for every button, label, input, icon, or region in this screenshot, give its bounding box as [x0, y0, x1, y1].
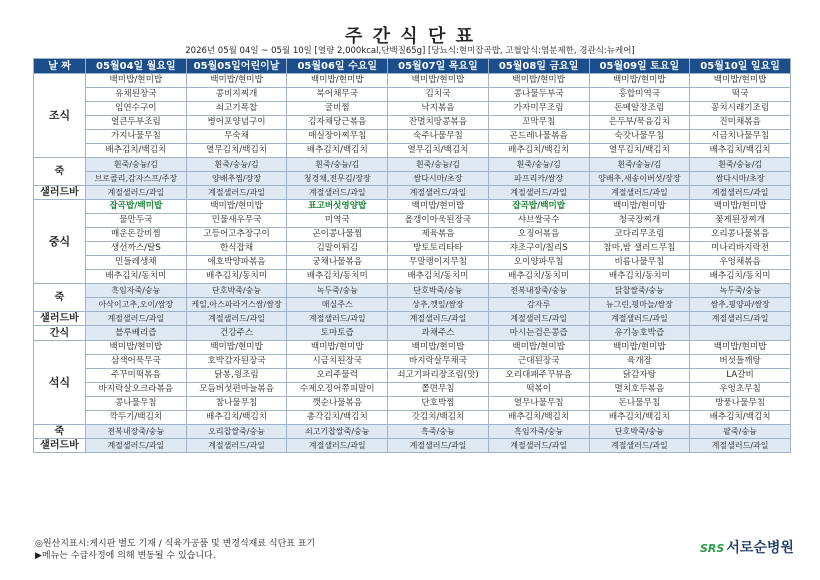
menu-cell: 배추김치/백김치 — [488, 144, 589, 158]
menu-cell: 곤이콩나물찜 — [287, 228, 388, 242]
menu-cell: 호박감자된장국 — [186, 355, 287, 369]
menu-cell: 수제오징어쮸피말이 — [287, 383, 388, 397]
menu-cell: 뉴그린,핑마늘/쌈장 — [589, 298, 690, 312]
menu-cell: 계절샐러드/과일 — [690, 186, 791, 200]
menu-cell: 떡볶이 — [488, 383, 589, 397]
menu-cell: 오리대패주꾸뷰음 — [488, 369, 589, 383]
menu-cell: 브로콜리,감자스프/주장 — [86, 172, 187, 186]
porridge-label: 죽 — [34, 284, 86, 312]
menu-cell: 매실장아찌무침 — [287, 130, 388, 144]
menu-table — [33, 58, 791, 453]
menu-cell: 배추김치/동치미 — [589, 270, 690, 284]
menu-cell: 갓김치/백김치 — [388, 411, 489, 425]
menu-cell: 잔멸치땅콩볶음 — [388, 116, 489, 130]
menu-cell: 쇠고기폭찹 — [186, 102, 287, 116]
menu-row — [34, 411, 791, 425]
menu-cell: 참나물무침 — [186, 397, 287, 411]
menu-cell: 백미밥/현미밥 — [589, 200, 690, 214]
menu-row — [34, 397, 791, 411]
menu-cell: 과채주스 — [388, 326, 489, 341]
menu-cell: 돈메알장조림 — [589, 102, 690, 116]
menu-cell: 마시는검은콩즙 — [488, 326, 589, 341]
menu-cell: 계절샐러드/과일 — [589, 439, 690, 453]
menu-cell: 흰죽/숭늉/김 — [488, 158, 589, 172]
menu-cell: 배추김치/백김치 — [690, 411, 791, 425]
logo-text: 서로순병원 — [726, 540, 794, 556]
menu-cell: 계절샐러드/과일 — [488, 186, 589, 200]
menu-cell: 제육볶음 — [388, 228, 489, 242]
menu-cell: 민물새우무국 — [186, 214, 287, 228]
menu-cell: 팥죽/숭늉 — [690, 425, 791, 439]
menu-cell: 계절샐러드/과일 — [287, 312, 388, 326]
menu-cell: 백미밥/현미밥 — [690, 341, 791, 355]
menu-cell: 녹두죽/숭늉 — [287, 284, 388, 298]
menu-cell: 쌈추,핑양파/쌈장 — [690, 298, 791, 312]
menu-cell: 오징어볶음 — [488, 228, 589, 242]
porridge-row — [34, 284, 791, 298]
menu-cell: 유채된장국 — [86, 88, 187, 102]
meal-label-dinner: 석식 — [34, 341, 86, 425]
menu-cell: 얼큰두부조림 — [86, 116, 187, 130]
menu-cell: 계절샐러드/과일 — [287, 186, 388, 200]
menu-cell: 백미밥/현미밥 — [86, 74, 187, 88]
menu-cell: 진미채볶음 — [690, 116, 791, 130]
menu-row — [34, 369, 791, 383]
porridge-row — [34, 172, 791, 186]
menu-cell: 낙지볶음 — [388, 102, 489, 116]
hospital-logo — [700, 537, 794, 557]
menu-cell: 샤브쌀국수 — [488, 214, 589, 228]
menu-cell: 전복내장죽/숭늉 — [488, 284, 589, 298]
menu-cell: 오리주물럭 — [287, 369, 388, 383]
menu-cell: 백미밥/현미밥 — [488, 341, 589, 355]
menu-cell: 배추김치/백김치 — [690, 144, 791, 158]
day-header: 05월05일어린이날 — [186, 59, 287, 74]
menu-cell: 흰죽/숭늉/김 — [589, 158, 690, 172]
menu-cell: 고등어고추장구이 — [186, 228, 287, 242]
menu-cell: 총각김치/백김치 — [287, 411, 388, 425]
menu-cell: 배추김치/백김치 — [287, 144, 388, 158]
menu-cell: 백미밥/현미밥 — [690, 200, 791, 214]
menu-cell: 백미밥/현미밥 — [287, 74, 388, 88]
menu-cell: 열무김치/백김치 — [589, 144, 690, 158]
menu-cell: 쫄면무침 — [388, 383, 489, 397]
menu-cell: 청경채,전무김/장장 — [287, 172, 388, 186]
menu-cell: 백미밥/현미밥 — [690, 74, 791, 88]
menu-cell: 깻순나물볶음 — [287, 397, 388, 411]
menu-cell: 계절샐러드/과일 — [186, 439, 287, 453]
salad-row — [34, 186, 791, 200]
menu-cell: 비름나물무침 — [589, 256, 690, 270]
origin-note: ◎원산지표시:게시판 별도 기재 / 식육가공품 및 변경식재료 식단표 표기 — [35, 539, 316, 549]
menu-cell: 돈나물무침 — [589, 397, 690, 411]
porridge-row — [34, 158, 791, 172]
menu-row — [34, 130, 791, 144]
menu-cell: 한식잡채 — [186, 242, 287, 256]
menu-cell: 깍두기/백김치 — [86, 411, 187, 425]
menu-cell: 계절샐러드/과일 — [589, 186, 690, 200]
menu-cell: 배추김치/동치미 — [287, 270, 388, 284]
day-header: 05월08일 금요일 — [488, 59, 589, 74]
menu-cell: 코다리무조림 — [589, 228, 690, 242]
menu-cell: 백미밥/현미밥 — [388, 200, 489, 214]
menu-cell: 병어포양념구이 — [186, 116, 287, 130]
meal-label-lunch: 중식 — [34, 200, 86, 284]
menu-cell: 콩나물두부국 — [488, 88, 589, 102]
menu-cell: 계절샐러드/과일 — [690, 312, 791, 326]
menu-cell: 오이양파무침 — [488, 256, 589, 270]
menu-row — [34, 74, 791, 88]
menu-row — [34, 200, 791, 214]
menu-cell: 배추김치/백김치 — [488, 411, 589, 425]
menu-cell: 콩나물무침 — [86, 397, 187, 411]
menu-row — [34, 256, 791, 270]
date-label: 날 짜 — [34, 59, 86, 74]
menu-cell: 콩비지찌개 — [186, 88, 287, 102]
menu-cell: 무숙채 — [186, 130, 287, 144]
menu-row — [34, 102, 791, 116]
menu-cell: 김자채당근볶음 — [287, 116, 388, 130]
menu-cell: 배추김치/동치미 — [388, 270, 489, 284]
menu-cell: 잡곡밥/백미밥 — [86, 200, 187, 214]
porridge-row — [34, 425, 791, 439]
menu-cell: 흰죽/숭늉/김 — [186, 158, 287, 172]
menu-cell: 상추,깻잎/쌈장 — [388, 298, 489, 312]
menu-cell: 올갱이아욱된장국 — [388, 214, 489, 228]
menu-cell: 계절샐러드/과일 — [186, 186, 287, 200]
menu-cell: 아삭이고추,오이/쌈장 — [86, 298, 187, 312]
salad-label: 샐러드바 — [34, 312, 86, 326]
menu-cell: 시금치나물무침 — [690, 130, 791, 144]
menu-row — [34, 270, 791, 284]
menu-cell: 매운돈갈비찜 — [86, 228, 187, 242]
menu-cell: 단호박죽/숭늉 — [186, 284, 287, 298]
menu-cell: 계절샐러드/과일 — [86, 312, 187, 326]
page-title: 주 간 식 단 표 — [344, 26, 475, 47]
menu-cell: 열무김치/백김치 — [186, 144, 287, 158]
menu-cell: 곤드레나물볶음 — [488, 130, 589, 144]
menu-cell — [690, 326, 791, 341]
menu-cell: 닭찹쌀죽/숭늉 — [589, 284, 690, 298]
menu-cell: 꽃게된장찌개 — [690, 214, 791, 228]
menu-cell: 계절샐러드/과일 — [388, 186, 489, 200]
menu-cell: 민들레생채 — [86, 256, 187, 270]
menu-cell: 계절샐러드/과일 — [488, 439, 589, 453]
menu-cell: 꼬막무침 — [488, 116, 589, 130]
menu-cell: 백미밥/현미밥 — [186, 74, 287, 88]
menu-cell: 임연수구이 — [86, 102, 187, 116]
menu-row — [34, 341, 791, 355]
menu-cell: 계절샐러드/과일 — [388, 439, 489, 453]
menu-cell: 쌈다시마/초장 — [388, 172, 489, 186]
menu-cell: 흰죽/숭늉/김 — [86, 158, 187, 172]
menu-cell: 청국장찌개 — [589, 214, 690, 228]
menu-cell: 오리콩나물볶음 — [690, 228, 791, 242]
menu-cell: 양배추,새송이버섯/장장 — [589, 172, 690, 186]
day-header: 05월07일 목요일 — [388, 59, 489, 74]
menu-cell: 떡국 — [690, 88, 791, 102]
menu-cell: 백미밥/현미밥 — [86, 341, 187, 355]
day-header: 05월09일 토요일 — [589, 59, 690, 74]
snack-label: 간식 — [34, 326, 86, 341]
menu-cell: 삼색어묵무국 — [86, 355, 187, 369]
menu-cell: 계절샐러드/과일 — [388, 312, 489, 326]
menu-cell: 가자미무조림 — [488, 102, 589, 116]
menu-cell: 열무나물무침 — [488, 397, 589, 411]
menu-cell: 양배추찜/장장 — [186, 172, 287, 186]
snack-row — [34, 326, 791, 341]
menu-row — [34, 242, 791, 256]
menu-cell: 단호박죽/숭늉 — [589, 425, 690, 439]
menu-cell: 방풍나물무침 — [690, 397, 791, 411]
menu-cell: 애호박양파볶음 — [186, 256, 287, 270]
salad-label: 샐러드바 — [34, 186, 86, 200]
menu-cell: 물만두국 — [86, 214, 187, 228]
menu-cell: 배추김치/동치미 — [186, 270, 287, 284]
menu-cell: 참마,밤 샐러드무침 — [589, 242, 690, 256]
menu-cell: 백미밥/현미밥 — [186, 341, 287, 355]
menu-cell: 계절샐러드/과일 — [287, 439, 388, 453]
menu-cell: 은두부/묵음김치 — [589, 116, 690, 130]
menu-cell: 감자루 — [488, 298, 589, 312]
menu-cell: 흰죽/숭늉/김 — [388, 158, 489, 172]
menu-cell: 방토토리타타 — [388, 242, 489, 256]
menu-cell: 쟈조구이/칠리S — [488, 242, 589, 256]
menu-cell: 바지락살오크라볶음 — [86, 383, 187, 397]
menu-cell: 생선까스/탈S — [86, 242, 187, 256]
menu-cell: 쌈다시마/초장 — [690, 172, 791, 186]
menu-cell: 오리찹쌀죽/숭늉 — [186, 425, 287, 439]
menu-cell: 배추김치/동치미 — [488, 270, 589, 284]
menu-body — [34, 74, 791, 453]
menu-cell: 백미밥/현미밥 — [589, 74, 690, 88]
menu-row — [34, 355, 791, 369]
menu-cell: 케일,아스파라거스쌈/쌈장 — [186, 298, 287, 312]
menu-cell: 흰죽/숭늉/김 — [690, 158, 791, 172]
menu-cell: 계절샐러드/과일 — [86, 439, 187, 453]
menu-cell: 굴비찜 — [287, 102, 388, 116]
date-header-row — [34, 59, 791, 74]
menu-cell: 토마토즙 — [287, 326, 388, 341]
menu-cell: 흰죽/숭늉/김 — [287, 158, 388, 172]
menu-cell: 흑임자죽/숭늉 — [86, 284, 187, 298]
menu-cell: 배추김치/백김치 — [86, 144, 187, 158]
menu-cell: 단호박찜 — [388, 397, 489, 411]
day-header: 05월04일 월요일 — [86, 59, 187, 74]
menu-cell: 계절샐러드/과일 — [589, 312, 690, 326]
menu-cell: 닭감자탕 — [589, 369, 690, 383]
porridge-row — [34, 298, 791, 312]
menu-cell: 흑임자죽/숭늉 — [488, 425, 589, 439]
menu-row — [34, 383, 791, 397]
menu-cell: 표고버섯영양밥 — [287, 200, 388, 214]
day-header: 05월10일 일요일 — [690, 59, 791, 74]
menu-cell: 쇠고기찹쌀죽/숭늉 — [287, 425, 388, 439]
menu-cell: 모듬버섯편마늘볶음 — [186, 383, 287, 397]
menu-cell: 백미밥/현미밥 — [186, 200, 287, 214]
menu-cell: 파프리카/쌈장 — [488, 172, 589, 186]
page-subtitle: 2026년 05월 04일 ~ 05월 10일 [열량 2,000kcal,단백질65g] [당뇨식:현미잡곡밥, 고혈압식:염분제한, 경관식:뉴케어] — [185, 46, 635, 56]
menu-cell: 배추김치/백김치 — [589, 411, 690, 425]
menu-row — [34, 228, 791, 242]
menu-cell: 배추김치/동치미 — [86, 270, 187, 284]
menu-cell: 열무김치/백김치 — [388, 144, 489, 158]
menu-cell: 백미밥/현미밥 — [589, 341, 690, 355]
menu-cell: 백미밥/현미밥 — [388, 341, 489, 355]
menu-cell: 주꾸미떡볶음 — [86, 369, 187, 383]
menu-cell: 닭봉,윙조림 — [186, 369, 287, 383]
menu-cell: 백미밥/현미밥 — [287, 341, 388, 355]
menu-cell: 바지락살무채국 — [388, 355, 489, 369]
menu-row — [34, 116, 791, 130]
menu-cell: 미나리바지락전 — [690, 242, 791, 256]
menu-cell: 김치국 — [388, 88, 489, 102]
porridge-label: 죽 — [34, 425, 86, 439]
menu-cell: 가지나물무침 — [86, 130, 187, 144]
menu-cell: 무말랭이지무침 — [388, 256, 489, 270]
menu-cell: 숙주나물무침 — [388, 130, 489, 144]
logo-mark: SRS — [700, 542, 725, 555]
meal-label-breakfast: 조식 — [34, 74, 86, 158]
menu-cell: 시금치된장국 — [287, 355, 388, 369]
menu-cell: 블루베리즙 — [86, 326, 187, 341]
menu-cell: 버섯들깨탕 — [690, 355, 791, 369]
menu-cell: 전복내장죽/숭늉 — [86, 425, 187, 439]
change-note: ▶메뉴는 수급사정에 의해 변동될 수 있습니다. — [35, 551, 216, 561]
menu-cell: 백미밥/현미밥 — [488, 74, 589, 88]
menu-cell: 녹두죽/숭늉 — [690, 284, 791, 298]
menu-row — [34, 144, 791, 158]
menu-cell: 근대된장국 — [488, 355, 589, 369]
menu-cell: 계절샐러드/과일 — [86, 186, 187, 200]
menu-cell: 쇠고기파리장조림(맛) — [388, 369, 489, 383]
salad-row — [34, 439, 791, 453]
day-header: 05월06일 수요일 — [287, 59, 388, 74]
salad-label: 샐러드바 — [34, 439, 86, 453]
menu-cell: 계절샐러드/과일 — [690, 439, 791, 453]
menu-cell: 숙갓나물무침 — [589, 130, 690, 144]
menu-cell: 배추김치/동치미 — [690, 270, 791, 284]
menu-cell: 김말이튀김 — [287, 242, 388, 256]
menu-cell: 잡곡밥/백미밥 — [488, 200, 589, 214]
menu-cell: LA갈비 — [690, 369, 791, 383]
salad-row — [34, 312, 791, 326]
menu-cell: 유기농호박즙 — [589, 326, 690, 341]
menu-cell: 궁채나물볶음 — [287, 256, 388, 270]
menu-cell: 계절샐러드/과일 — [186, 312, 287, 326]
menu-cell: 홍합미역국 — [589, 88, 690, 102]
menu-cell: 미역국 — [287, 214, 388, 228]
menu-cell: 북어채무국 — [287, 88, 388, 102]
menu-cell: 멸치호두볶음 — [589, 383, 690, 397]
menu-cell: 꽁치시래기조림 — [690, 102, 791, 116]
menu-cell: 우엉초무침 — [690, 383, 791, 397]
menu-cell: 육개장 — [589, 355, 690, 369]
menu-cell: 계절샐러드/과일 — [488, 312, 589, 326]
menu-cell: 배추김치/백김치 — [186, 411, 287, 425]
menu-cell: 백미밥/현미밥 — [388, 74, 489, 88]
menu-cell: 우엉채볶음 — [690, 256, 791, 270]
menu-cell: 건강주스 — [186, 326, 287, 341]
menu-row — [34, 88, 791, 102]
menu-row — [34, 214, 791, 228]
menu-cell: 흑죽/숭늉 — [388, 425, 489, 439]
porridge-label: 죽 — [34, 158, 86, 186]
menu-cell: 매실주스 — [287, 298, 388, 312]
menu-cell: 단호박죽/숭늉 — [388, 284, 489, 298]
